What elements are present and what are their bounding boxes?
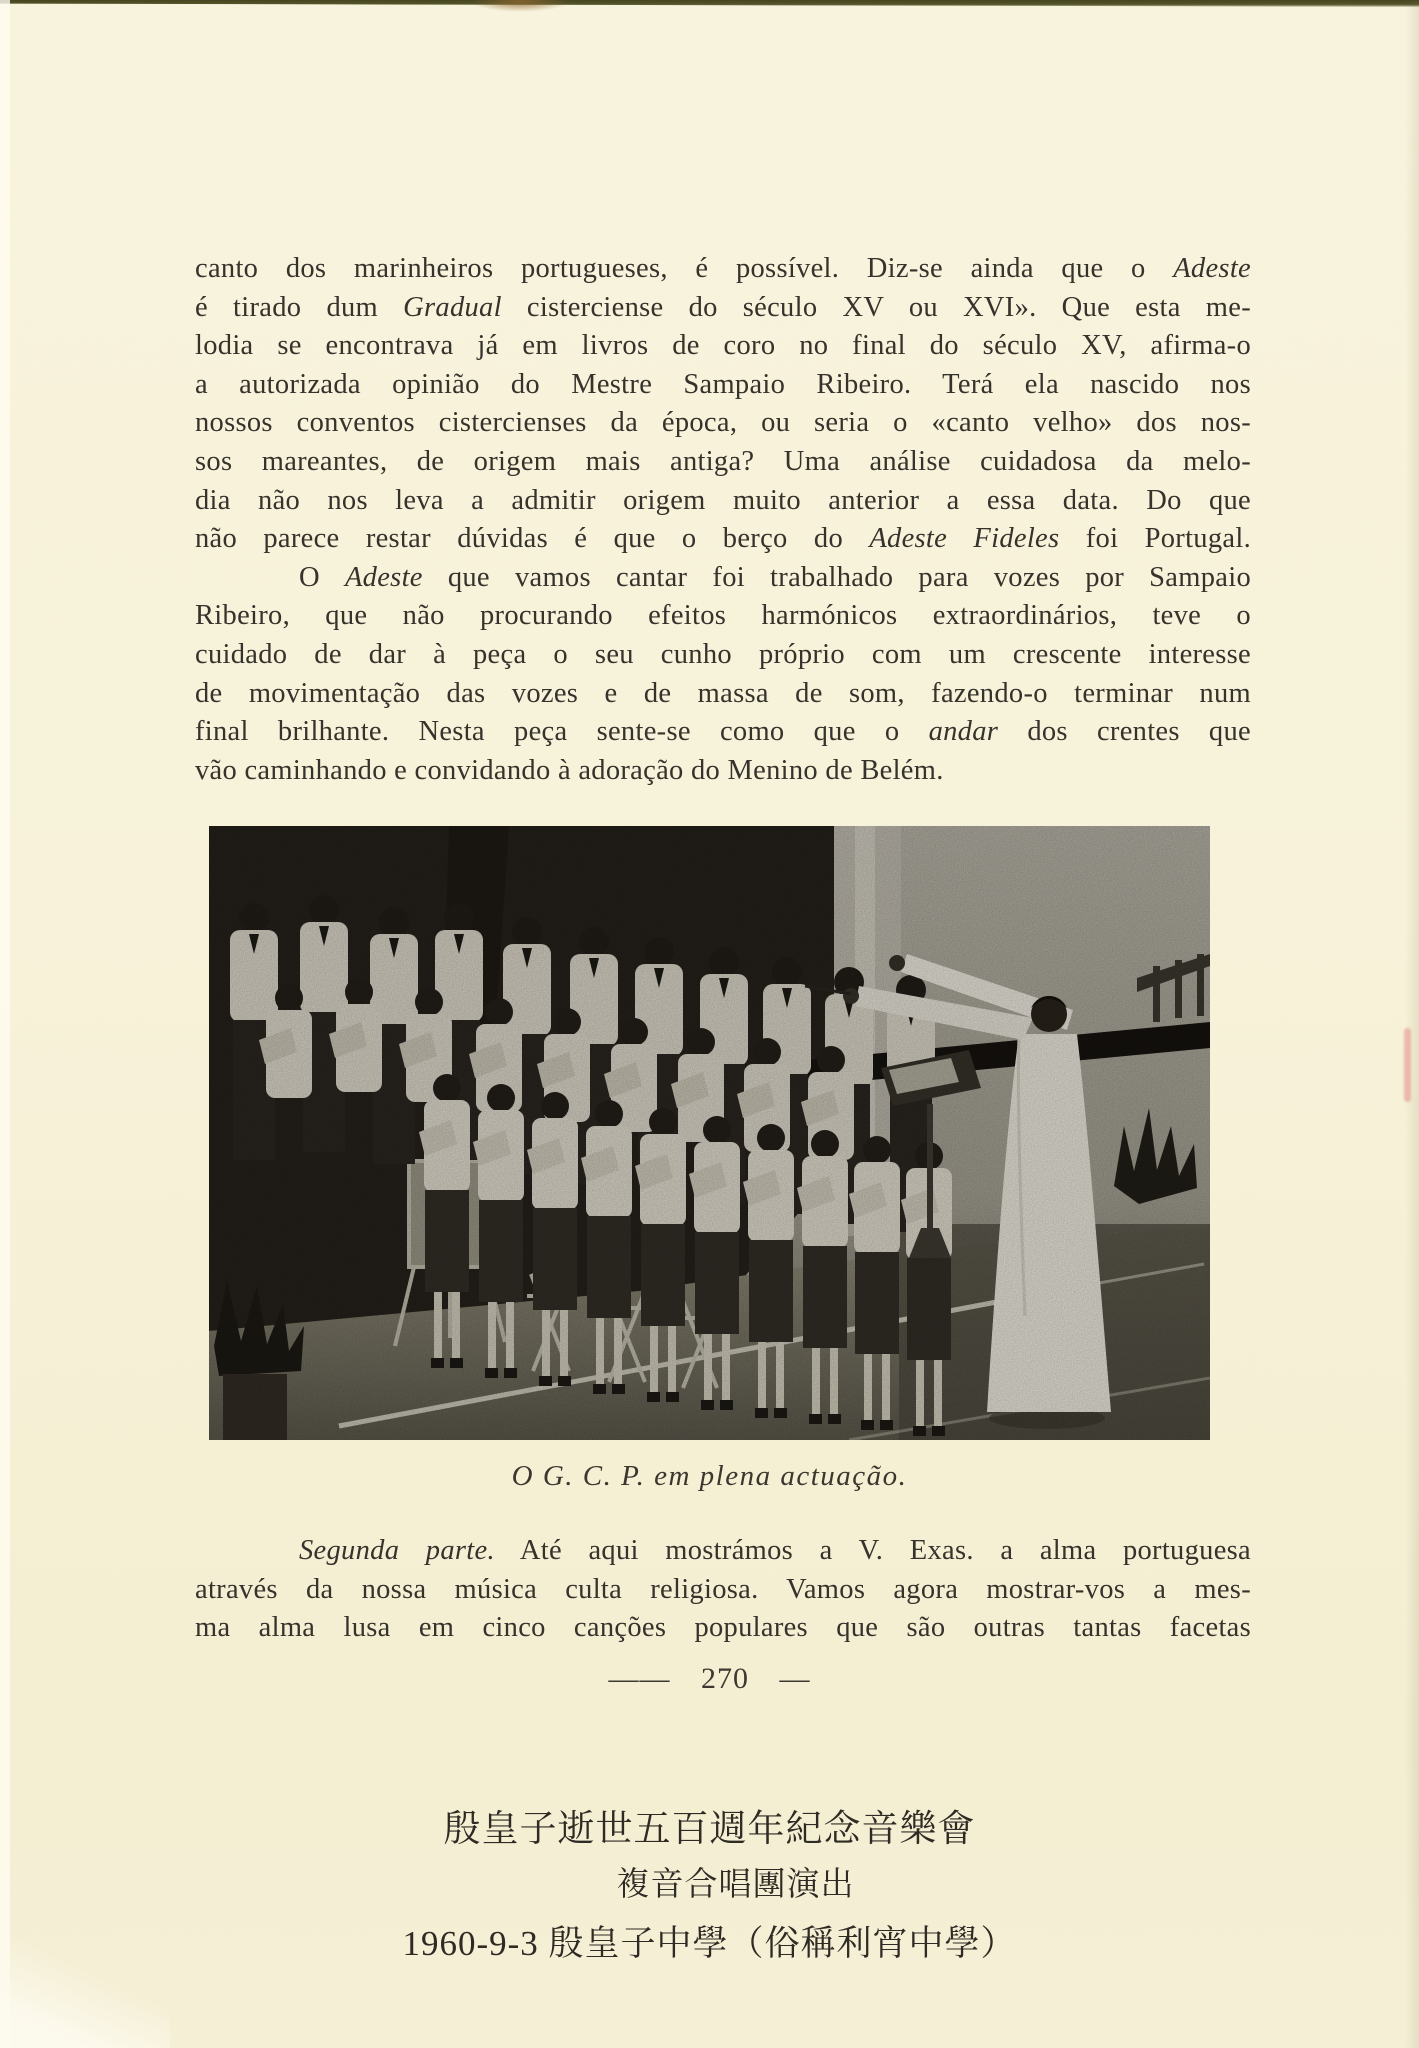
- text-line: é tirado dum Gradual cisterciense do século XV ou XVI». Que esta me-: [195, 291, 1251, 323]
- text-line: Segunda parte. Até aqui mostrámos a V. Exas. a alma portuguesa: [299, 1535, 1251, 1566]
- text-line: ma alma lusa em cinco canções populares que são outras tantas facetas: [195, 1612, 1251, 1644]
- text-line: vão caminhando e convidando à adoração do Menino de Belém.: [195, 754, 944, 786]
- text-line: final brilhante. Nesta peça sente-se como que o andar dos crentes que: [195, 716, 1251, 748]
- chinese-title-line: 殷皇子逝世五百週年紀念音樂會: [443, 1809, 976, 1850]
- text-line: cuidado de dar à peça o seu cunho próprio com um crescente interesse: [195, 638, 1251, 670]
- chinese-performer-line: 複音合唱團演出: [616, 1867, 855, 1903]
- page-number: —— 270 —: [608, 1662, 811, 1695]
- text-line: lodia se encontrava já em livros de coro no final do século XV, afirma-o: [195, 330, 1251, 362]
- choir-photo: [209, 826, 1210, 1440]
- text-line: Ribeiro, que não procurando efeitos harmónicos extraordinários, teve o: [195, 600, 1251, 632]
- chinese-date-venue-line: 1960-9-3 殷皇子中學（俗稱利宵中學）: [402, 1924, 1017, 1963]
- text-line: de movimentação das vozes e de massa de som, fazendo-o terminar num: [195, 677, 1251, 709]
- second-text-block: [195, 1532, 1251, 1648]
- text-line: sos mareantes, de origem mais antiga? Uma análise cuidadosa da melo-: [195, 445, 1251, 477]
- text-line: não parece restar dúvidas é que o berço do Adeste Fideles foi Portugal.: [195, 523, 1251, 555]
- scan-pink-mark: [1404, 1028, 1411, 1102]
- main-text-block: [195, 250, 1251, 790]
- text-line: a autorizada opinião do Mestre Sampaio Ribeiro. Terá ela nascido nos: [195, 368, 1251, 400]
- photo-caption: O G. C. P. em plena actuação.: [511, 1460, 908, 1492]
- text-line: nossos conventos cistercienses da época, ou seria o «canto velho» dos nos-: [195, 407, 1251, 439]
- text-line: através da nossa música culta religiosa. Vamos agora mostrar-vos a mes-: [195, 1573, 1251, 1605]
- text-line: canto dos marinheiros portugueses, é possível. Diz-se ainda que o Adeste: [195, 253, 1251, 284]
- scan-top-edge: [0, 0, 1419, 8]
- scan-right-edge: [1405, 0, 1419, 2048]
- text-line: O Adeste que vamos cantar foi trabalhado para vozes por Sampaio: [299, 561, 1251, 593]
- scan-left-edge: [0, 0, 10, 2048]
- choir-photo-art: [209, 826, 1210, 1440]
- text-line: dia não nos leva a admitir origem muito anterior a essa data. Do que: [195, 484, 1251, 516]
- scan-stain: [470, 0, 570, 12]
